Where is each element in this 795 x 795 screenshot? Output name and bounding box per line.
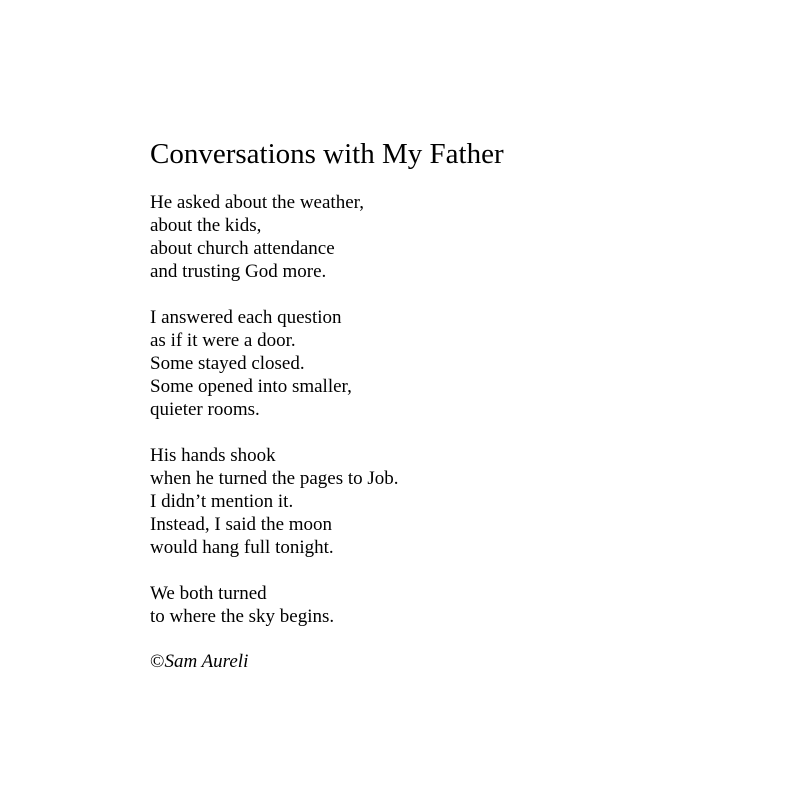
poem-line: when he turned the pages to Job. bbox=[150, 468, 399, 489]
poem-line: about the kids, bbox=[150, 215, 262, 236]
poem-line: as if it were a door. bbox=[150, 330, 296, 351]
poem-line: I didn’t mention it. bbox=[150, 491, 294, 512]
poem-line: and trusting God more. bbox=[150, 261, 327, 282]
copyright-signature bbox=[150, 650, 750, 673]
stanza-1 bbox=[150, 191, 750, 283]
copyright-symbol: © bbox=[150, 651, 165, 672]
author-name: Sam Aureli bbox=[164, 651, 249, 672]
poem-title: Conversations with My Father bbox=[150, 138, 504, 170]
poem-line: quieter rooms. bbox=[150, 399, 260, 420]
poem-line: I answered each question bbox=[150, 307, 342, 328]
stanza-3 bbox=[150, 444, 750, 559]
poem bbox=[150, 136, 750, 673]
poem-line: He asked about the weather, bbox=[150, 192, 364, 213]
poem-line: Some opened into smaller, bbox=[150, 376, 352, 397]
stanza-2 bbox=[150, 306, 750, 421]
poem-line: about church attendance bbox=[150, 238, 335, 259]
poem-line: to where the sky begins. bbox=[150, 606, 335, 627]
stanza-4 bbox=[150, 582, 750, 628]
poem-line: His hands shook bbox=[150, 445, 276, 466]
poem-line: would hang full tonight. bbox=[150, 537, 334, 558]
poem-line: Some stayed closed. bbox=[150, 353, 305, 374]
poem-line: Instead, I said the moon bbox=[150, 514, 333, 535]
poem-line: We both turned bbox=[150, 583, 267, 604]
